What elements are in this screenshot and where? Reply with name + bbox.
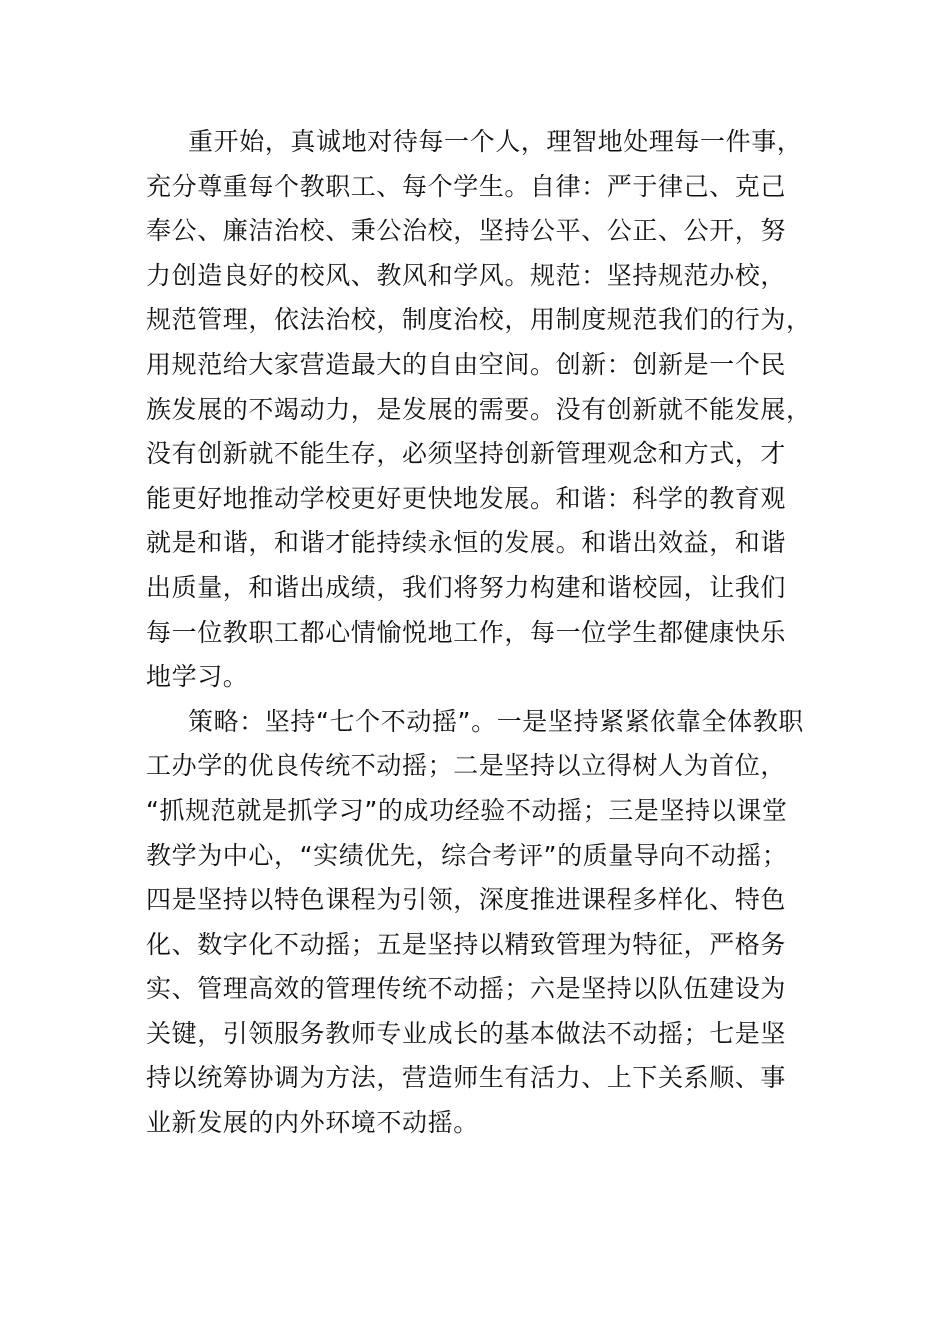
- paragraph-2-line: 四是坚持以特色课程为引领，深度推进课程多样化、特色: [146, 885, 787, 915]
- paragraph-2-line: 实、管理高效的管理传统不动摇；六是坚持以队伍建设为: [146, 974, 787, 1004]
- paragraph-1: [146, 120, 810, 700]
- paragraph-1-line: 出质量，和谐出成绩，我们将努力构建和谐校园，让我们: [146, 572, 787, 602]
- paragraph-1-line: 用规范给大家营造最大的自由空间。创新：创新是一个民: [146, 349, 787, 379]
- paragraph-1-line: 奉公、廉洁治校、秉公治校，坚持公平、公正、公开，努: [146, 216, 787, 246]
- paragraph-1-line: 重开始，真诚地对待每一个人，理智地处理每一件事，: [188, 127, 803, 156]
- paragraph-1-line: 规范管理，依法治校，制度治校，用制度规范我们的行为，: [146, 305, 812, 335]
- paragraph-2-line: 工办学的优良传统不动摇；二是坚持以立得树人为首位，: [146, 751, 787, 781]
- paragraph-2-line: 关键，引领服务教师专业成长的基本做法不动摇；七是坚: [146, 1018, 787, 1048]
- paragraph-2: [146, 700, 810, 1146]
- paragraph-1-line: 每一位教职工都心情愉悦地工作，每一位学生都健康快乐: [146, 617, 787, 647]
- paragraph-1-line: 没有创新就不能生存，必须坚持创新管理观念和方式，才: [146, 439, 787, 469]
- paragraph-1-line: 地学习。: [146, 662, 249, 692]
- paragraph-2-line: 持以统筹协调为方法，营造师生有活力、上下关系顺、事: [146, 1063, 787, 1093]
- document-body: [146, 120, 810, 1146]
- paragraph-2-line: 教学为中心，“实绩优先，综合考评”的质量导向不动摇；: [146, 840, 788, 870]
- paragraph-1-line: 充分尊重每个教职工、每个学生。自律：严于律己、克己: [146, 171, 787, 201]
- paragraph-2-line: 化、数字化不动摇；五是坚持以精致管理为特征，严格务: [146, 929, 787, 959]
- paragraph-1-line: 力创造良好的校风、教风和学风。规范：坚持规范办校，: [146, 260, 787, 290]
- paragraph-1-line: 能更好地推动学校更好更快地发展。和谐：科学的教育观: [146, 483, 787, 513]
- paragraph-2-line: “抓规范就是抓学习”的成功经验不动摇；三是坚持以课堂: [146, 795, 788, 825]
- paragraph-1-line: 族发展的不竭动力，是发展的需要。没有创新就不能发展，: [146, 394, 812, 424]
- paragraph-2-line: 业新发展的内外环境不动摇。: [146, 1108, 479, 1138]
- paragraph-2-line: 策略：坚持“七个不动摇”。一是坚持紧紧依靠全体教职: [188, 706, 804, 736]
- paragraph-1-line: 就是和谐，和谐才能持续永恒的发展。和谐出效益，和谐: [146, 528, 787, 558]
